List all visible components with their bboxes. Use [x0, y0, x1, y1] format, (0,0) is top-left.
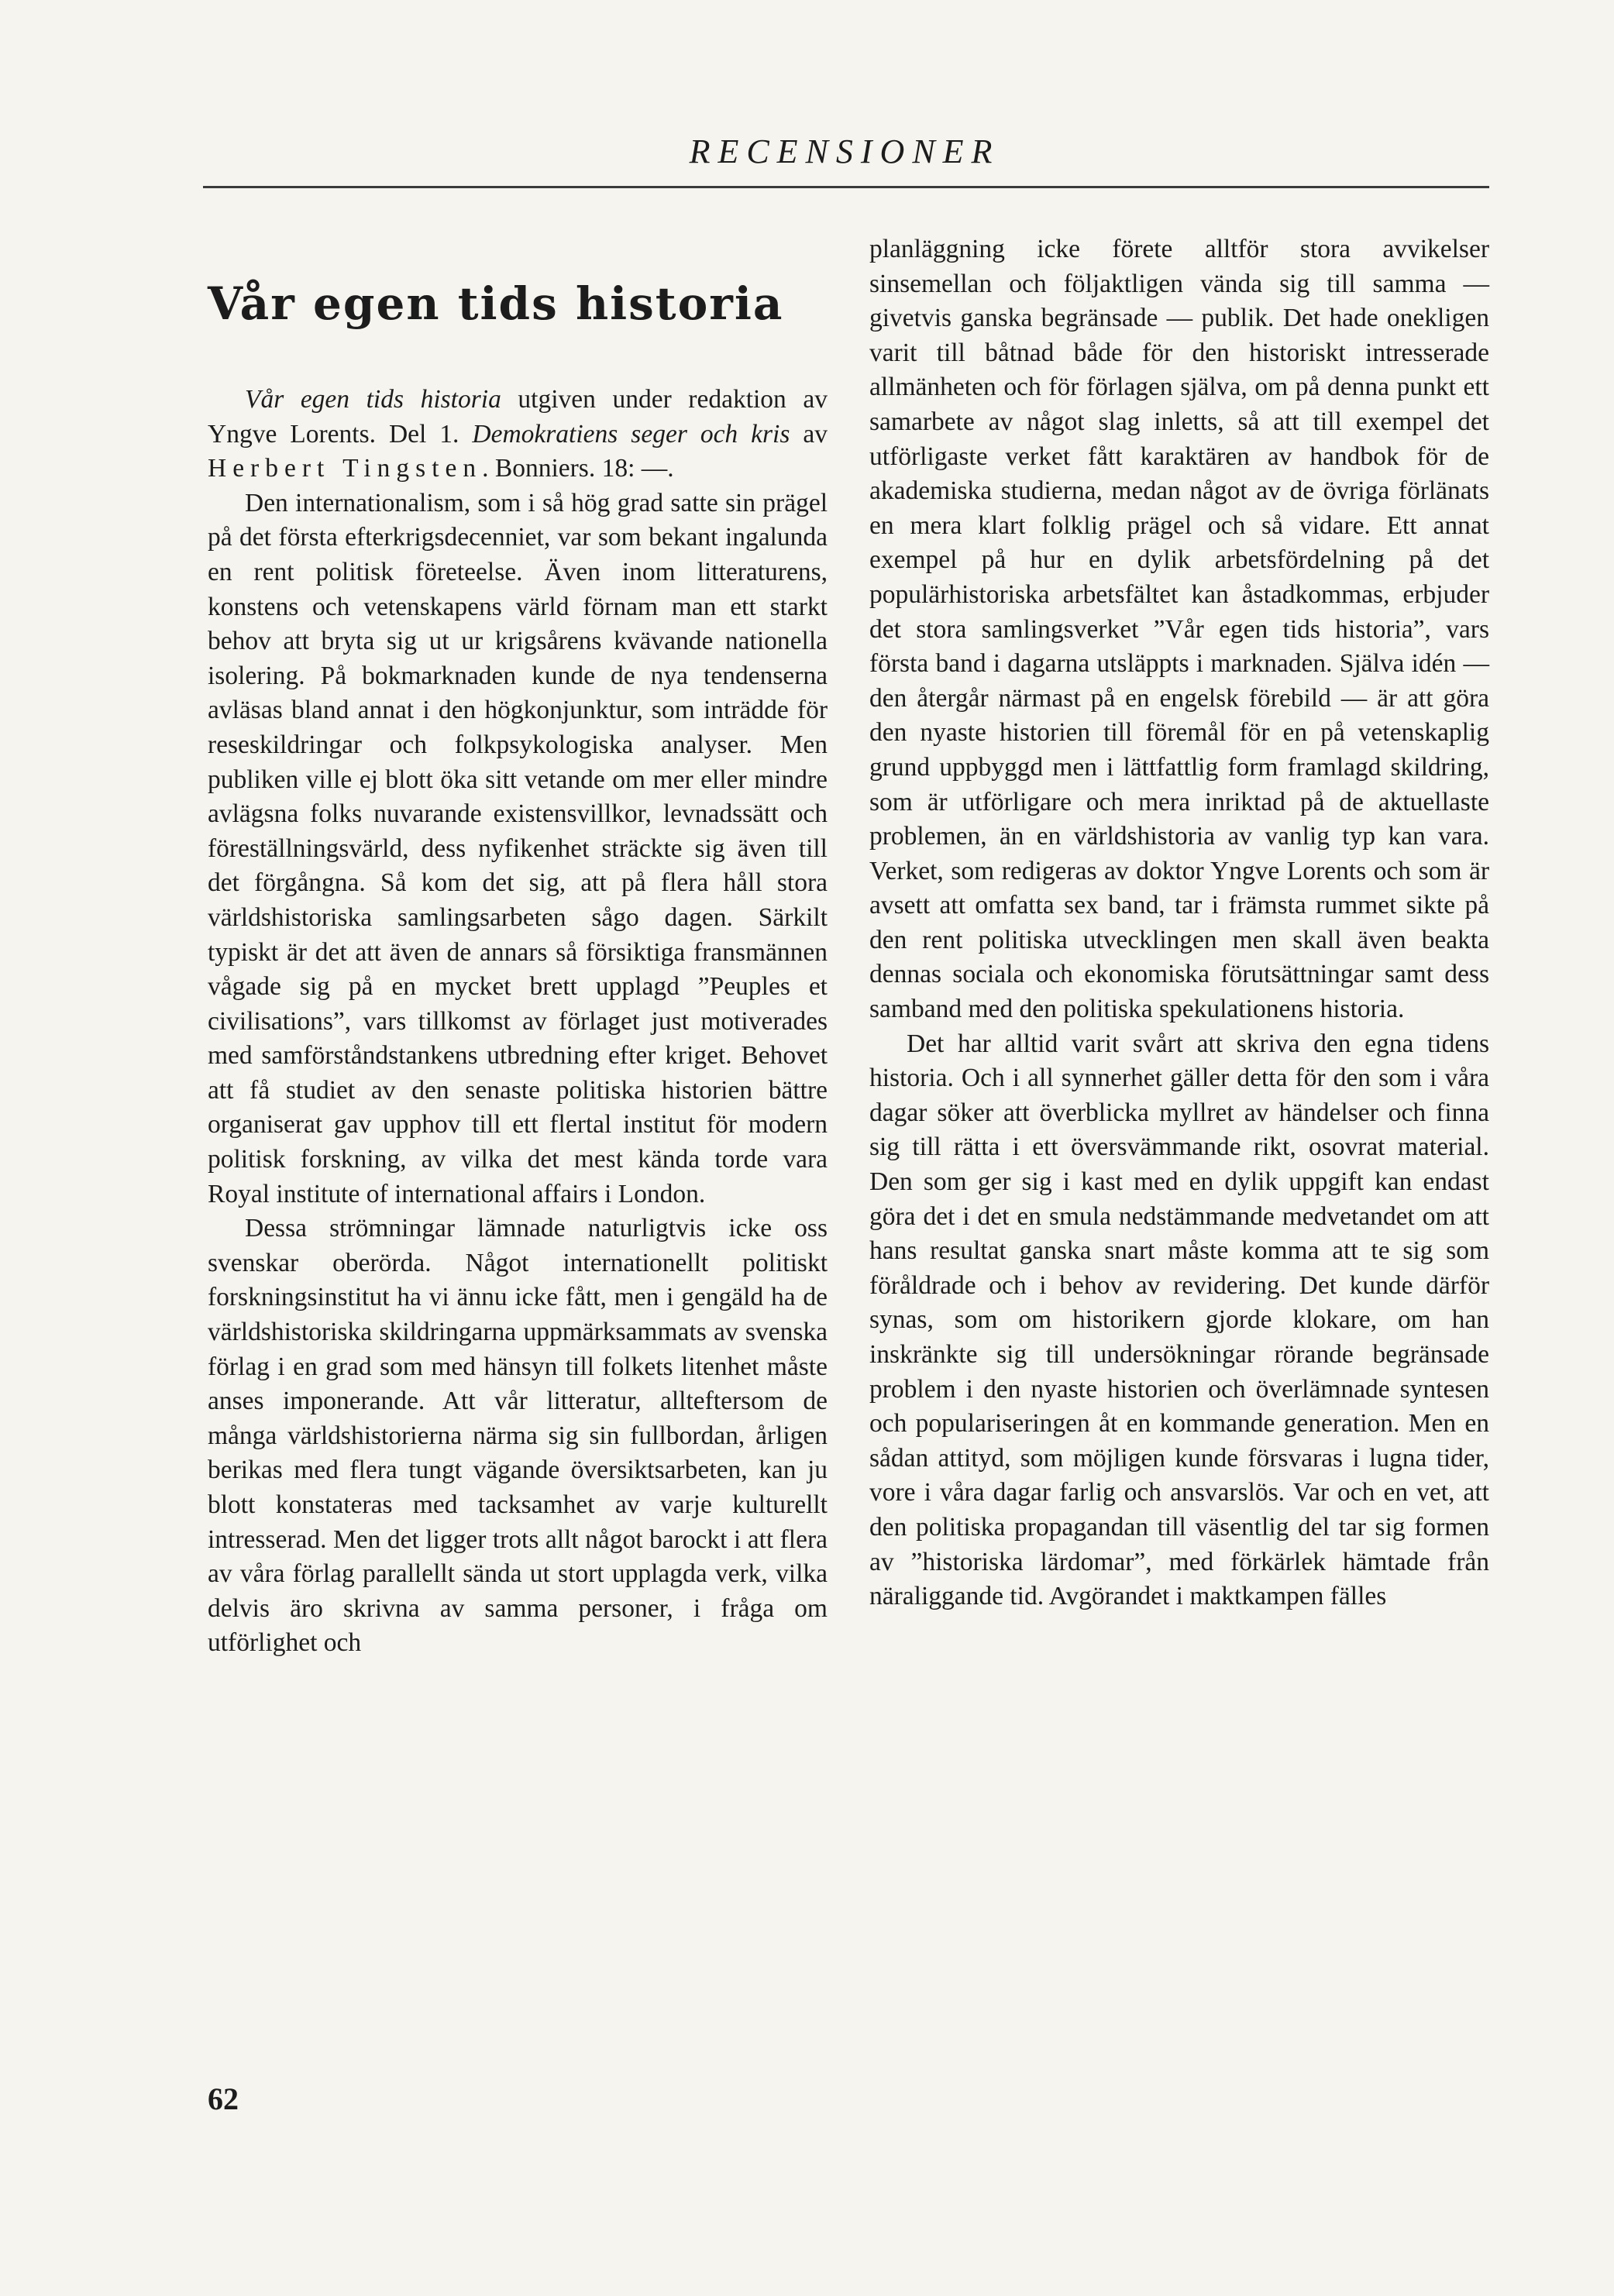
- left-column: [208, 232, 828, 1661]
- left-paragraph-2: Dessa strömningar lämnade naturligtvis icke oss svenskar oberörda. Något internationellt politiskt forskningsinstitut ha vi ännu icke fått, men i gengäld ha de världshistoriska skildringarna uppmärksammats av svenska förlag i en grad som med hänsyn till folkets litenhet måste anses imponerande. Att vår litteratur, allteftersom de många världshistorierna närma sig sin fullbordan, årligen berikas med flera tungt vägande översiktsarbeten, kan ju blott konstateras med tacksamhet av varje kulturellt intresserad. Men det ligger trots allt något barockt i att flera av våra förlag parallellt sända ut stort upplagda verk, vilka delvis äro skrivna av samma personer, i fråga om utförlighet och: [208, 1214, 828, 1658]
- book-title: Vår egen tids historia: [245, 385, 501, 414]
- article-title: Vår egen tids historia: [208, 277, 784, 330]
- page-number: 62: [208, 2081, 239, 2116]
- book-subtitle: Demokratiens seger och kris: [472, 419, 790, 449]
- header-rule: [203, 186, 1489, 188]
- book-text-1: utgiven under redaktion av Yngve Lorents. Del 1.: [208, 385, 828, 449]
- right-column: [869, 232, 1489, 1614]
- book-citation: [208, 383, 828, 486]
- running-head: RECENSIONER: [689, 132, 1000, 170]
- book-text-2: av: [790, 419, 828, 449]
- left-paragraph-1: Den internationalism, som i så hög grad satte sin prägel på det första efterkrigsdecenniet, var som bekant ingalunda en rent politisk företeelse. Även inom litteraturens, konstens och vetenskapens värld förnam man ett starkt behov att bryta sig ut ur krigsårens kvävande nationella isolering. På bokmarknaden kunde de nya tendenserna avläsas bland annat i den högkonjunktur, som inträdde för reseskildringar och folkpsykologiska analyser. Men publiken ville ej blott öka sitt vetande om mer eller mindre avlägsna folks nuvarande existensvillkor, levnadssätt och föreställningsvärld, dess nyfikenhet sträckte sig även till det förgångna. Så kom det sig, att på flera håll stora världshistoriska samlingsarbeten sågo dagen. Särkilt typiskt är det att även de annars så försiktiga fransmännen vågade sig på en mycket brett upplagd ”Peuples et civilisations”, vars tillkomst av förlaget just motiverades med samförståndstankens utbredning efter kriget. Behovet att få studiet av den senaste politiska historien bättre organiserat gav upphov till ett flertal institut för modern politisk forskning, av vilka det mest kända torde vara Royal institute of international affairs i London.: [208, 488, 828, 1208]
- right-paragraph-2: Det har alltid varit svårt att skriva den egna tidens historia. Och i all synnerhet gäller detta för den som i våra dagar söker att överblicka myllret av händelser och finna sig till rätta i ett översvämmande rikt, osovrat material. Den som ger sig i kast med en dylik uppgift kan endast göra det i det en smula nedstämmande medvetandet om att hans resultat ganska snart måste komma att te sig som föråldrade och i behov av revidering. Det kunde därför synas, som om historikern gjorde klokare, om han inskränkte sig till undersökningar rörande begränsade problem i den nyaste historien och överlämnade syntesen och populariseringen åt en kommande generation. Men en sådan attityd, som möjligen kunde försvaras i lugna tider, vore i våra dagar farlig och ansvarslös. Var och en vet, att den politiska propagandan till väsentlig del tar sig formen av ”historiska lärdomar”, med förkärlek hämtade från näraliggande tid. Avgörandet i maktkampen fälles: [869, 1029, 1489, 1611]
- book-author: Herbert Tingsten: [208, 454, 483, 483]
- right-paragraph-1: planläggning icke förete alltför stora avvikelser sinsemellan och följaktligen vända sig till samma — givetvis ganska begränsade — publik. Det hade onekligen varit till båtnad både för den historiskt intresserade allmänheten och för förlagen själva, om på denna punkt ett samarbete av något slag inletts, så att till exempel det utförligaste verket fått karaktären av handbok för de akademiska studierna, medan något av de övriga förlänats en mera klart folklig prägel och så vidare. Ett annat exempel på hur en dylik arbetsfördelning på det populärhistoriska arbetsfältet kan åstadkommas, erbjuder det stora samlingsverket ”Vår egen tids historia”, vars första band i dagarna utsläppts i marknaden. Själva idén — den återgår närmast på en engelsk förebild — är att göra den nyaste historien till föremål för en på vetenskaplig grund uppbyggd men i lättfattlig form framlagd skildring, som är utförligare och mera inriktad på de aktuellaste problemen, än en världshistoria av vanlig typ kan vara. Verket, som redigeras av doktor Yngve Lorents och som är avsett att omfatta sex band, tar i främsta rummet sikte på den rent politiska utvecklingen men skall även beakta dennas sociala och ekonomiska förutsättningar samt dess samband med den politiska spekulationens historia.: [869, 235, 1489, 1024]
- book-text-3: . Bonniers. 18: —.: [482, 454, 674, 483]
